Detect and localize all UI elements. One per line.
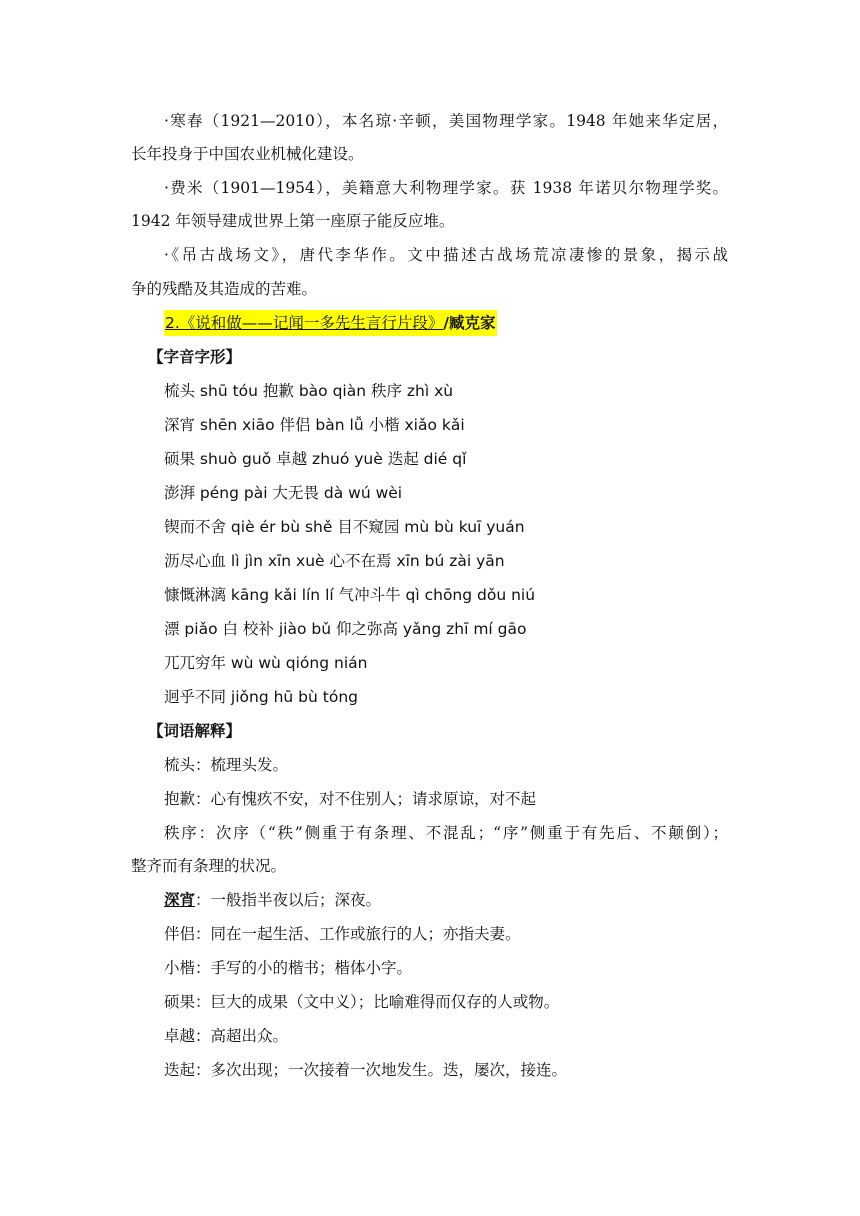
vocab-entry-banlv: 伴侣：同在一起生活、工作或旅行的人；亦指夫妻。 xyxy=(164,925,521,943)
vocab-term-shenxiao: 深宵 xyxy=(164,890,196,909)
pronunciation-line: 锲而不舍 qiè ér bù shě 目不窥园 mù bù kuī yuán xyxy=(164,518,525,536)
pronunciation-line: 梳头 shū tóu 抱歉 bào qiàn 秩序 zhì xù xyxy=(164,382,454,400)
lesson-title-main: 《说和做—— xyxy=(179,314,273,332)
vocab-entry-dieqi: 迭起：多次出现；一次接着一次地发生。迭，屡次，接连。 xyxy=(164,1061,568,1079)
paragraph-fermi-line2: 1942 年领导建成世界上第一座原子能反应堆。 xyxy=(131,212,455,230)
pronunciation-line: 沥尽心血 lì jìn xīn xuè 心不在焉 xīn bú zài yān xyxy=(164,552,505,570)
paragraph-diaogu-line1: ·《吊古战场文》，唐代李华作。文中描述古战场荒凉凄惨的景象，揭示战 xyxy=(164,246,728,264)
vocab-entry-zhixu-line1: 秩序：次序（“秩”侧重于有条理、不混乱；“序”侧重于有先后、不颠倒）； xyxy=(164,824,728,842)
section-heading-vocab: 【词语解释】 xyxy=(148,722,242,740)
paragraph-fermi-line1: ·费米（1901—1954），美籍意大利物理学家。获 1938 年诺贝尔物理学奖。 xyxy=(164,179,728,197)
vocab-entry-shenxiao xyxy=(164,887,764,913)
lesson-title-highlight xyxy=(164,310,497,336)
vocab-entry-zhuoyue: 卓越：高超出众。 xyxy=(164,1027,289,1045)
lesson-title-sub: 记闻一多先生言行片段》 xyxy=(272,314,444,332)
pronunciation-line: 迥乎不同 jiǒng hū bù tóng xyxy=(164,688,359,706)
pronunciation-line: 兀兀穷年 wù wù qióng nián xyxy=(164,654,368,672)
paragraph-diaogu-line2: 争的残酷及其造成的苦难。 xyxy=(131,280,318,298)
vocab-entry-shutou: 梳头：梳理头发。 xyxy=(164,756,289,774)
paragraph-hanchun-line1: ·寒春（1921—2010），本名琼·辛顿，美国物理学家。1948 年她来华定居， xyxy=(164,112,728,130)
vocab-entry-zhixu-line2: 整齐而有条理的状况。 xyxy=(131,857,287,875)
pronunciation-line: 硕果 shuò guǒ 卓越 zhuó yuè 迭起 dié qǐ xyxy=(164,450,467,468)
lesson-title xyxy=(164,310,764,336)
pronunciation-line: 深宵 shēn xiāo 伴侣 bàn lǚ 小楷 xiǎo kǎi xyxy=(164,416,465,434)
vocab-entry-shuoguo: 硕果：巨大的成果（文中义）；比喻难得而仅存的人或物。 xyxy=(164,993,560,1011)
lesson-author: /臧克家 xyxy=(443,314,496,332)
paragraph-hanchun-line2: 长年投身于中国农业机械化建设。 xyxy=(131,145,364,163)
lesson-number: 2. xyxy=(165,314,180,332)
section-heading-pronunciation: 【字音字形】 xyxy=(148,348,242,366)
pronunciation-line: 澎湃 péng pài 大无畏 dà wú wèi xyxy=(164,484,403,502)
vocab-entry-xiaokai: 小楷：手写的小的楷书；楷体小字。 xyxy=(164,959,413,977)
vocab-def-shenxiao: ：一般指半夜以后；深夜。 xyxy=(195,891,382,909)
pronunciation-line: 漂 piǎo 白 校补 jiào bǔ 仰之弥高 yǎng zhī mí gāo xyxy=(164,620,527,638)
vocab-entry-baoqian: 抱歉：心有愧疚不安，对不住别人；请求原谅，对不起 xyxy=(164,790,537,808)
pronunciation-line: 慷慨淋漓 kāng kǎi lín lí 气冲斗牛 qì chōng dǒu niú xyxy=(164,586,536,604)
